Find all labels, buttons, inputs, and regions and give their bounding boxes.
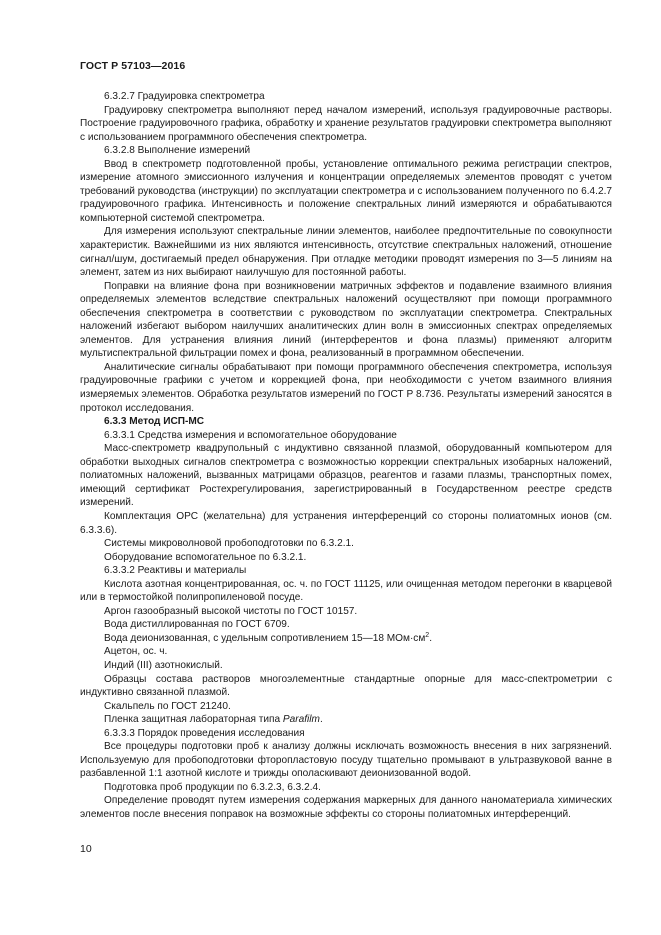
text-span: . (319, 714, 323, 726)
paragraph: Подготовка проб продукции по 6.3.2.3, 6.3.2.4. (104, 781, 321, 793)
paragraph: Скальпель по ГОСТ 21240. (104, 700, 231, 712)
superscript: 2 (425, 631, 430, 639)
paragraph: Для измерения используют спектральные линии элементов, наиболее предпочтительные по совокупности характеристик. Важнейшими из них являются интенсивность, отсутствие спектральных наложений, отношение сигнал/шум, достигаемый предел обнаружения. При отладке методики проводят измерения по 3—5 линиям на элемент, затем из них выбирают наилучшую для постоянной работы. (80, 226, 612, 279)
section-title-6-3-3-3: 6.3.3.3 Порядок проведения исследования (104, 727, 305, 739)
paragraph (80, 713, 612, 727)
section-title-6-3-3-1: 6.3.3.1 Средства измерения и вспомогательное оборудование (104, 429, 397, 441)
paragraph: Оборудование вспомогательное по 6.3.2.1. (104, 551, 307, 563)
paragraph: Поправки на влияние фона при возникновении матричных эффектов и подавление взаимного влияния определяемых элементов вследствие спектральных наложений осуществляют при помощи программного обеспечения спектрометра в соответствии с руководством по эксплуатации спектрометра. Спектральных наложений избегают выбором наилучших аналитических длин волн в эмиссионных спектрах определяемых элементов. Для устранения влияния линий (интерферентов и фона плазмы) применяют алгоритм мультиспектральной фильтрации помех и фона, реализованный в программном обеспечении. (80, 280, 612, 360)
paragraph: Определение проводят путем измерения содержания маркерных для данного наноматериала химических элементов после внесения поправок на возможные эффекты со стороны полиатомных интерференций. (80, 795, 612, 820)
paragraph: Индий (III) азотнокислый. (104, 659, 223, 671)
document-header: ГОСТ Р 57103—2016 (80, 60, 186, 72)
section-title-6-3-2-7: 6.3.2.7 Градуировка спектрометра (104, 91, 265, 102)
section-title-6-3-3: 6.3.3 Метод ИСП-МС (104, 416, 205, 428)
paragraph: Масс-спектрометр квадрупольный с индуктивно связанной плазмой, оборудованный компьютером для обработки выходных сигналов спектрометра с возможностью коррекции спектральных изобарных наложений, полиатомных наложений, вызванных матрицами образцов, реагентов и газами плазмы, транспортных помех, имеющий сертификат Ростехрегулирования, зарегистрированный в Государственном реестре средств измерений. (80, 443, 612, 509)
paragraph: Кислота азотная концентрированная, ос. ч. по ГОСТ 11125, или очищенная методом перегонки в кварцевой или в термостойкой полипропиленовой посуде. (80, 578, 612, 604)
paragraph: Все процедуры подготовки проб к анализу должны исключать возможность внесения в них загрязнений. Используемую для пробоподготовки фторопластовую посуду тщательно промывают в ультразвуковой ванне в разбавленной 1:1 азотной кислоте и трижды ополаскивают деионизованной водой. (80, 741, 612, 780)
paragraph: Ввод в спектрометр подготовленной пробы, установление оптимального режима регистрации спектров, измерение атомного эмиссионного излучения и концентрации определяемых элементов проводят с учетом требований руководства (инструкции) по эксплуатации спектрометра и с использованием полученного по 6.4.2.7 градуировочного графика. Интенсивность и положение спектральных линий измеряются и обрабатываются компьютерной системой спектрометра. (80, 158, 612, 224)
paragraph: Образцы состава растворов многоэлементные стандартные опорные для масс-спектрометрии с индуктивно связанной плазмой. (80, 673, 612, 699)
page-body (80, 90, 612, 822)
page-number: 10 (80, 843, 92, 855)
text-span: Вода деионизованная, с удельным сопротивлением 15—18 МОм·см (104, 632, 426, 644)
paragraph: Системы микроволновой пробоподготовки по 6.3.2.1. (104, 538, 354, 550)
paragraph: Аналитические сигналы обрабатывают при помощи программного обеспечения спектрометра, используя градуировочные графики с учетом и коррекцией фона, при необходимости с учетом взаимного влияния измеряемых элементов. Обработка результатов измерений по ГОСТ Р 8.736. Результаты измерений заносятся в протокол исследования. (80, 361, 612, 414)
section-title-6-3-3-2: 6.3.3.2 Реактивы и материалы (104, 565, 247, 577)
text-span: . (429, 632, 433, 644)
section-title-6-3-2-8: 6.3.2.8 Выполнение измерений (104, 145, 251, 157)
paragraph: Градуировку спектрометра выполняют перед началом измерений, используя градуировочные растворы. Построение градуировочного графика, обработку и хранение результатов градуировки спектрометра выполняют с использованием программного обеспечения спектрометра. (80, 104, 612, 143)
text-span: Пленка защитная лабораторная типа (104, 714, 283, 726)
paragraph (80, 632, 612, 646)
paragraph: Аргон газообразный высокой чистоты по ГОСТ 10157. (104, 605, 358, 617)
paragraph: Ацетон, ос. ч. (104, 646, 168, 658)
paragraph: Комплектация ОРС (желательна) для устранения интерференций со стороны полиатомных ионов (см. 6.3.3.6). (80, 510, 612, 536)
italic-term: Parafilm (282, 714, 320, 726)
paragraph: Вода дистиллированная по ГОСТ 6709. (104, 619, 290, 631)
